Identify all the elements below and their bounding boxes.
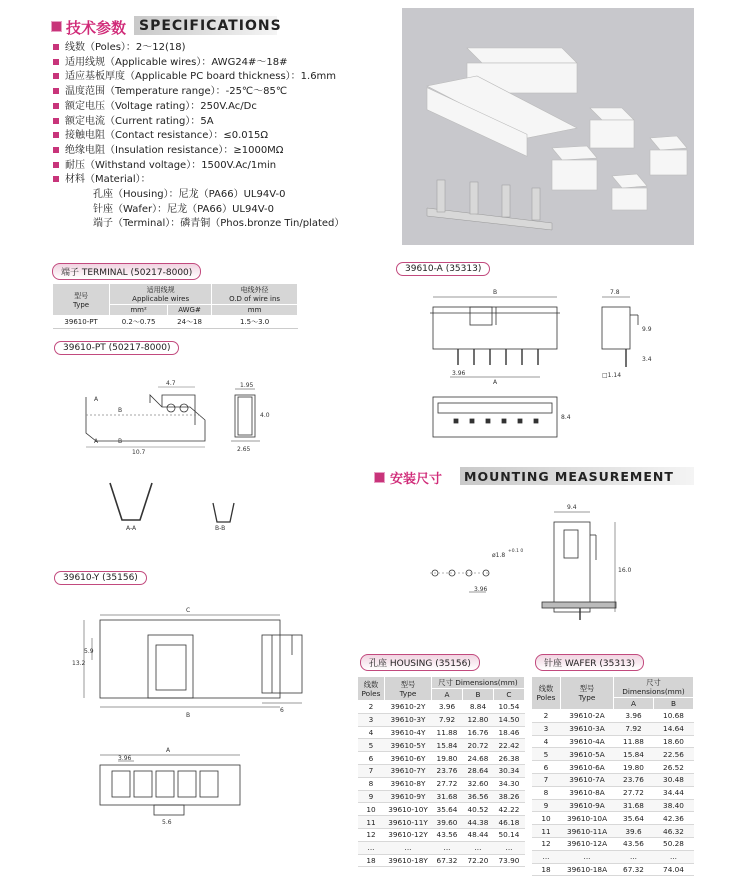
table-cell: 46.32 — [653, 825, 693, 838]
dim-label: 1.95 — [240, 382, 254, 389]
table-cell: 34.44 — [653, 786, 693, 799]
dim-label: 8.4 — [561, 414, 571, 421]
table-cell: 10 — [358, 803, 385, 816]
table-cell: 39610-8A — [561, 786, 614, 799]
dim-label: 9.9 — [642, 326, 652, 333]
table-row — [532, 773, 694, 786]
table-cell: 15.84 — [432, 739, 463, 752]
table-cell: ... — [462, 841, 493, 854]
dim-label: 3.96 — [474, 586, 488, 593]
dim-label: □1.14 — [602, 372, 622, 379]
table-cell: 67.32 — [432, 854, 463, 867]
table-cell: 34.30 — [493, 777, 524, 790]
table-cell: 39610-3A — [561, 722, 614, 735]
table-cell: 12.80 — [462, 713, 493, 726]
table-cell: 4 — [532, 735, 561, 748]
table-cell: 67.32 — [614, 863, 654, 876]
table-cell: 48.44 — [462, 828, 493, 841]
table-cell: 31.68 — [614, 799, 654, 812]
bullet-icon — [53, 59, 59, 65]
spec-title-cn: 技术参数 — [66, 19, 127, 37]
table-cell: 39610-6A — [561, 761, 614, 774]
table-cell: 16.76 — [462, 726, 493, 739]
table-cell: 38.26 — [493, 790, 524, 803]
spec-item: 适用线规（Applicable wires）：AWG24#～18# — [65, 56, 288, 68]
table-cell: 23.76 — [614, 773, 654, 786]
table-row — [358, 726, 525, 739]
table-cell: ... — [358, 841, 385, 854]
table-cell: 39610-10Y — [385, 803, 432, 816]
table-row — [358, 752, 525, 765]
table-cell: 39.60 — [432, 816, 463, 829]
material-item: 端子（Terminal）：磷青铜（Phos.bronze Tin/plated） — [93, 218, 345, 230]
dim-label: A — [94, 396, 99, 403]
table-cell: 39610-9A — [561, 799, 614, 812]
table-cell: 9 — [532, 799, 561, 812]
table-cell: 39.6 — [614, 825, 654, 838]
table-cell: 2 — [532, 710, 561, 723]
table-row — [358, 777, 525, 790]
dim-label: B — [118, 438, 123, 445]
table-row — [358, 790, 525, 803]
table-cell: 39610-10A — [561, 812, 614, 825]
table-cell: 39610-5Y — [385, 739, 432, 752]
bullet-icon — [53, 162, 59, 168]
table-cell: ... — [385, 841, 432, 854]
table-row — [358, 803, 525, 816]
th-mm2: mm² — [110, 305, 168, 316]
table-cell: 30.48 — [653, 773, 693, 786]
table-row — [532, 799, 694, 812]
table-cell: 6 — [532, 761, 561, 774]
spec-item: 额定电压（Voltage rating）：250V.Ac/Dc — [65, 100, 257, 112]
table-cell: 8 — [358, 777, 385, 790]
wafer-dimension-table: 线数 Poles 型号 Type 尺寸 Dimensions(mm) A B 2 39610-2A 3.96 10.68 3 39610-3A 7.92 14.64 4 39610-4A 11.88 18.60 5 39610-5A 15.84 22.56 6 39610-6A 19.80 26.52 7 39610-7A 23.76 30.48 8 39610-8A 27.72 34.44 9 39610-9A 31.68 38.40 10 39610-10A 35.64 42.36 11 39610-11A 39.6 46.32 12 39610-12A 43.56 50.28 ... ... ... ... 18 39610-18A 67.32 74.04 — [531, 676, 694, 876]
table-cell: 39610-5A — [561, 748, 614, 761]
dim-label: C — [186, 607, 191, 614]
table-cell: 46.18 — [493, 816, 524, 829]
spec-item: 额定电流（Current rating）：5A — [65, 115, 214, 127]
dim-label: 3.4 — [642, 356, 652, 363]
terminal-drawing — [70, 375, 280, 532]
dim-label: 6 — [280, 707, 284, 714]
material-item: 孔座（Housing）：尼龙（PA66）UL94V-0 — [93, 189, 286, 201]
table-cell: 32.60 — [462, 777, 493, 790]
table-cell: 11 — [532, 825, 561, 838]
spec-title-en: SPECIFICATIONS — [139, 18, 282, 34]
table-cell: 50.14 — [493, 828, 524, 841]
table-cell: 22.56 — [653, 748, 693, 761]
table-cell: 74.04 — [653, 863, 693, 876]
table-cell: 26.52 — [653, 761, 693, 774]
spec-item: 温度范围（Temperature range）：-25℃～85℃ — [65, 86, 288, 98]
table-cell: 12 — [532, 837, 561, 850]
table-cell: 39610-2Y — [385, 701, 432, 714]
table-cell: ... — [493, 841, 524, 854]
table-cell: 39610-7A — [561, 773, 614, 786]
table-cell: 22.42 — [493, 739, 524, 752]
table-cell: 12 — [358, 828, 385, 841]
dim-label: 4.7 — [166, 380, 176, 387]
bullet-icon — [53, 176, 59, 182]
housing-section-label: 孔座 HOUSING (35156) — [360, 654, 480, 671]
table-row — [358, 828, 525, 841]
table-cell: 3 — [358, 713, 385, 726]
table-row — [358, 841, 525, 854]
table-row — [532, 786, 694, 799]
table-cell: 36.56 — [462, 790, 493, 803]
table-row — [532, 735, 694, 748]
table-cell: 10.54 — [493, 701, 524, 714]
th-awg: AWG# — [167, 305, 211, 316]
dim-label: A — [493, 379, 498, 386]
table-cell: 7.92 — [614, 722, 654, 735]
table-cell: 5 — [532, 748, 561, 761]
spec-item: 线数（Poles）：2～12(18) — [65, 42, 186, 53]
bullet-icon — [53, 132, 59, 138]
table-cell: 39610-12Y — [385, 828, 432, 841]
dim-label: A-A — [126, 525, 137, 532]
table-row — [358, 764, 525, 777]
table-cell: 4 — [358, 726, 385, 739]
spec-list — [53, 41, 344, 232]
th-od: 电线外径 O.D of wire ins — [212, 284, 298, 305]
table-cell: 39610-6Y — [385, 752, 432, 765]
table-cell: 3.96 — [432, 701, 463, 714]
dim-label: 9.4 — [567, 504, 577, 511]
table-cell: ... — [653, 850, 693, 863]
table-cell: 30.34 — [493, 764, 524, 777]
bullet-icon — [53, 103, 59, 109]
table-cell: 39610-4A — [561, 735, 614, 748]
table-cell: 31.68 — [432, 790, 463, 803]
bullet-icon — [53, 88, 59, 94]
table-row — [358, 713, 525, 726]
wafer-section-label: 针座 WAFER (35313) — [535, 654, 644, 671]
table-row — [532, 710, 694, 723]
terminal-section-label: 端子 TERMINAL (50217-8000) — [52, 263, 201, 280]
table-cell: 14.64 — [653, 722, 693, 735]
dim-label: 16.0 — [618, 567, 632, 574]
dim-label: B-B — [215, 525, 226, 532]
table-row — [532, 837, 694, 850]
table-row: 39610-PT 0.2～0.75 24～18 1.5～3.0 — [53, 316, 298, 329]
table-cell: 27.72 — [614, 786, 654, 799]
housing-drawing — [70, 595, 320, 835]
bullet-icon — [53, 73, 59, 79]
table-row — [358, 701, 525, 714]
table-cell: 39610-11A — [561, 825, 614, 838]
dim-label: 3.96 — [452, 370, 466, 377]
dim-label: A — [94, 438, 99, 445]
table-cell: 10 — [532, 812, 561, 825]
table-cell: 50.28 — [653, 837, 693, 850]
table-cell: 3.96 — [614, 710, 654, 723]
dim-label: 5.9 — [84, 648, 94, 655]
table-cell: 8.84 — [462, 701, 493, 714]
table-cell: 39610-9Y — [385, 790, 432, 803]
table-cell: ... — [432, 841, 463, 854]
table-cell: 39610-18A — [561, 863, 614, 876]
table-row — [532, 850, 694, 863]
spec-item: 材料（Material）： — [65, 174, 151, 186]
heading-marker-icon — [51, 21, 62, 32]
table-cell: 15.84 — [614, 748, 654, 761]
table-row — [532, 722, 694, 735]
pt-section-label: 39610-PT (50217-8000) — [54, 341, 179, 355]
table-cell: 20.72 — [462, 739, 493, 752]
table-row — [358, 854, 525, 867]
table-cell: 7.92 — [432, 713, 463, 726]
table-cell: 39610-7Y — [385, 764, 432, 777]
table-cell: ... — [614, 850, 654, 863]
mounting-drawing — [430, 500, 650, 620]
product-photo — [402, 8, 694, 245]
spec-item: 接触电阻（Contact resistance）：≤0.015Ω — [65, 130, 269, 142]
mount-title-en: MOUNTING MEASUREMENT — [464, 469, 674, 484]
table-cell: 28.64 — [462, 764, 493, 777]
table-cell: 19.80 — [614, 761, 654, 774]
table-cell: 39610-11Y — [385, 816, 432, 829]
table-cell: 42.22 — [493, 803, 524, 816]
wafer-drawing — [430, 285, 660, 445]
table-cell: 35.64 — [432, 803, 463, 816]
dim-label: B — [493, 289, 498, 296]
table-cell: 44.38 — [462, 816, 493, 829]
table-cell: 39610-18Y — [385, 854, 432, 867]
dim-label: 7.8 — [610, 289, 620, 296]
mount-title-cn: 安装尺寸 — [390, 472, 443, 487]
bullet-icon — [53, 44, 59, 50]
spec-item: 耐压（Withstand voltage）：1500V.Ac/1min — [65, 159, 277, 171]
table-cell: 6 — [358, 752, 385, 765]
table-cell: 18.60 — [653, 735, 693, 748]
table-cell: 27.72 — [432, 777, 463, 790]
table-row — [358, 816, 525, 829]
table-cell: 38.40 — [653, 799, 693, 812]
table-cell: 11.88 — [614, 735, 654, 748]
table-row — [532, 748, 694, 761]
table-cell: 23.76 — [432, 764, 463, 777]
y-section-label: 39610-Y (35156) — [54, 571, 147, 585]
table-cell: 35.64 — [614, 812, 654, 825]
table-cell: 39610-2A — [561, 710, 614, 723]
table-cell: 11.88 — [432, 726, 463, 739]
th-mm: mm — [212, 305, 298, 316]
table-cell: 2 — [358, 701, 385, 714]
a-section-label: 39610-A (35313) — [396, 262, 490, 276]
table-cell: 39610-3Y — [385, 713, 432, 726]
table-cell: 39610-8Y — [385, 777, 432, 790]
table-cell: 42.36 — [653, 812, 693, 825]
th-wire: 适用线规 Applicable wires — [110, 284, 212, 305]
table-cell: 18 — [358, 854, 385, 867]
spec-item: 适应基板厚度（Applicable PC board thickness）：1.6mm — [65, 71, 337, 83]
dim-label: +0.1 0 — [508, 549, 524, 554]
table-cell: 26.38 — [493, 752, 524, 765]
table-row — [532, 863, 694, 876]
dim-label: 13.2 — [72, 660, 86, 667]
housing-dimension-table: 线数 Poles 型号 Type 尺寸 Dimensions(mm) A B C 2 39610-2Y 3.96 8.84 10.54 3 39610-3Y 7.92 12.80 14.50 4 39610-4Y 11.88 16.76 18.46 5 39610-5Y 15.84 20.72 22.42 6 39610-6Y 19.80 24.68 26.38 7 39610-7Y 23.76 28.64 30.34 8 39610-8Y 27.72 32.60 34.30 9 39610-9Y 31.68 36.56 38.26 10 39610-10Y 35.64 40.52 42.22 11 39610-11Y 39.60 44.38 46.18 12 39610-12Y 43.56 48.44 50.14 ... ... ... ... ... 18 39610-18Y 67.32 72.20 73.90 — [357, 676, 525, 867]
table-cell: 7 — [358, 764, 385, 777]
table-cell: 40.52 — [462, 803, 493, 816]
dim-label: 2.65 — [237, 446, 251, 453]
dim-label: B — [118, 407, 123, 414]
dim-label: 3.96 — [118, 755, 132, 762]
dim-label: ø1.8 — [492, 552, 506, 559]
heading-marker-icon — [374, 472, 385, 483]
table-cell: 10.68 — [653, 710, 693, 723]
dim-label: A — [166, 747, 171, 754]
table-cell: 5 — [358, 739, 385, 752]
terminal-table — [52, 283, 298, 329]
dim-label: 10.7 — [132, 449, 146, 456]
table-cell: 3 — [532, 722, 561, 735]
table-cell: 43.56 — [614, 837, 654, 850]
table-row — [532, 761, 694, 774]
table-cell: 39610-12A — [561, 837, 614, 850]
table-cell: 24.68 — [462, 752, 493, 765]
table-cell: 19.80 — [432, 752, 463, 765]
material-item: 针座（Wafer）：尼龙（PA66）UL94V-0 — [93, 203, 274, 215]
table-cell: 9 — [358, 790, 385, 803]
table-row — [358, 739, 525, 752]
th-type: 型号 Type — [53, 284, 110, 316]
table-row — [532, 825, 694, 838]
table-cell: 18 — [532, 863, 561, 876]
dim-label: B — [186, 712, 191, 719]
bullet-icon — [53, 147, 59, 153]
table-cell: ... — [532, 850, 561, 863]
connector-photo-illustration — [402, 8, 694, 245]
table-cell: 43.56 — [432, 828, 463, 841]
table-cell: 11 — [358, 816, 385, 829]
table-cell: 14.50 — [493, 713, 524, 726]
bullet-icon — [53, 118, 59, 124]
dim-label: 4.0 — [260, 412, 270, 419]
table-cell: 18.46 — [493, 726, 524, 739]
table-cell: 73.90 — [493, 854, 524, 867]
table-row — [532, 812, 694, 825]
table-cell: 72.20 — [462, 854, 493, 867]
table-cell: 39610-4Y — [385, 726, 432, 739]
table-cell: 8 — [532, 786, 561, 799]
table-cell: ... — [561, 850, 614, 863]
spec-item: 绝缘电阻（Insulation resistance）：≥1000MΩ — [65, 144, 284, 156]
dim-label: 5.6 — [162, 819, 172, 826]
table-cell: 7 — [532, 773, 561, 786]
